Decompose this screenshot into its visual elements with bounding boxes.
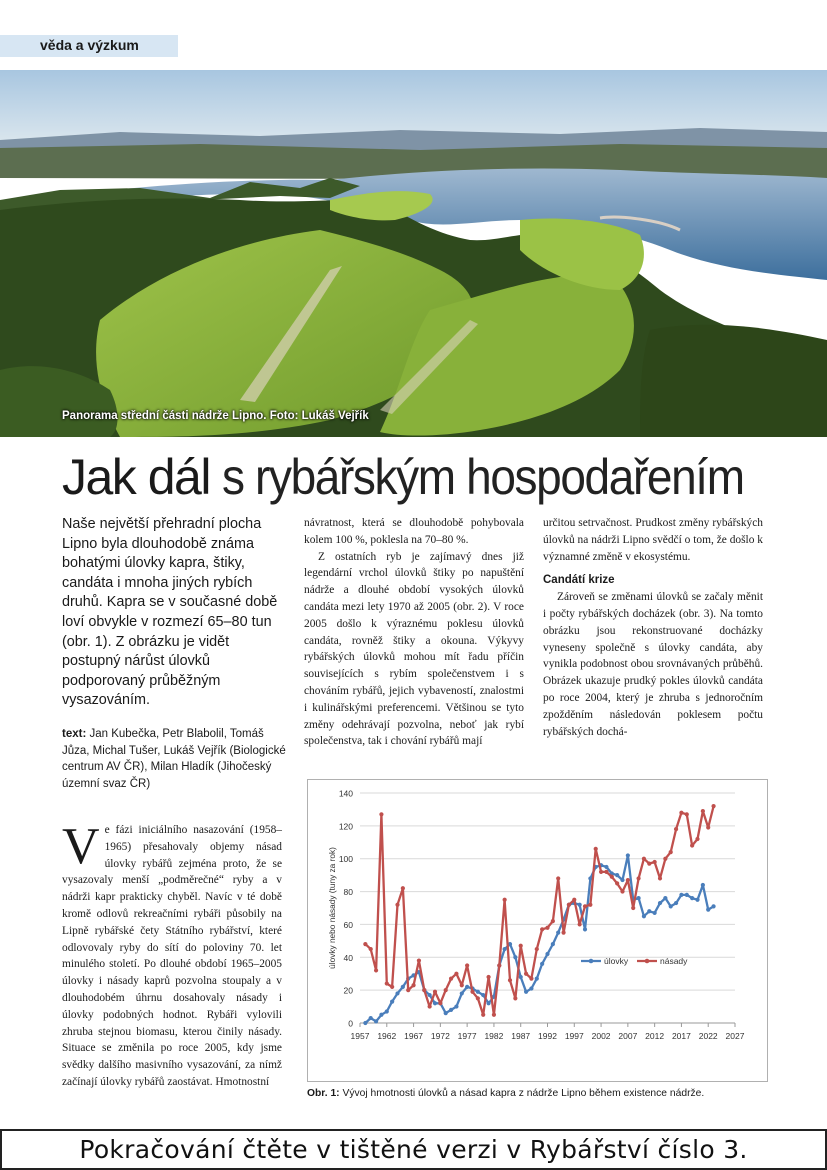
data-point [374,1019,378,1023]
data-point [631,906,635,910]
data-point [620,889,624,893]
data-point [626,853,630,857]
data-point [390,985,394,989]
data-point [438,1001,442,1005]
x-tick-label: 1987 [511,1031,531,1041]
drop-cap: V [62,818,100,875]
data-point [454,1004,458,1008]
x-tick-label: 1967 [404,1031,424,1041]
data-point [604,865,608,869]
article-headline [62,448,789,506]
data-point [529,986,533,990]
data-point [460,991,464,995]
data-point [663,896,667,900]
data-point [626,878,630,882]
y-tick-label: 80 [343,887,353,898]
data-point [578,903,582,907]
data-point [561,931,565,935]
data-point [476,996,480,1000]
data-point [470,990,474,994]
data-point [395,991,399,995]
data-point [711,904,715,908]
subheading: Candátí krize [543,574,615,587]
y-tick-label: 60 [343,919,353,930]
data-point [706,825,710,829]
data-point [385,981,389,985]
data-point [401,886,405,890]
x-tick-label: 1982 [484,1031,504,1041]
col2-paragraph-1: návratnost, která se dlouhodobě pohybovala kolem 100 %, poklesla na 70–80 %. [304,517,524,546]
data-point [454,972,458,976]
data-point [653,911,657,915]
data-point [395,903,399,907]
data-point [433,1001,437,1005]
data-point [363,942,367,946]
legend-label: násady [660,956,688,966]
data-point [556,931,560,935]
data-point [615,881,619,885]
data-point [535,947,539,951]
section-tab [0,35,178,57]
data-point [363,1021,367,1025]
data-point [578,922,582,926]
data-point [636,896,640,900]
x-tick-label: 1957 [350,1031,370,1041]
x-tick-label: 1972 [430,1031,450,1041]
data-point [379,812,383,816]
headline-thin: s rybářským hospodařením [222,449,744,505]
figure-caption [307,1088,777,1099]
data-point [551,942,555,946]
data-point [492,1013,496,1017]
data-point [481,1013,485,1017]
y-axis-label: úlovky nebo násady (tuny za rok) [327,847,337,969]
data-point [476,990,480,994]
credits-label: text: [62,728,87,740]
data-point [444,1011,448,1015]
footer-text: Pokračování čtěte v tištěné verzi v Rybářství číslo 3. [79,1135,748,1164]
body-column-1 [62,818,282,1091]
data-point [385,1009,389,1013]
data-point [583,904,587,908]
data-point [406,988,410,992]
data-point [503,898,507,902]
figure-chart [307,779,768,1082]
data-point [588,903,592,907]
data-point [486,975,490,979]
data-point [374,968,378,972]
data-point [513,955,517,959]
data-point [524,972,528,976]
x-tick-label: 1977 [457,1031,477,1041]
x-tick-label: 2002 [591,1031,611,1041]
y-tick-label: 100 [338,854,353,865]
data-point [465,985,469,989]
data-point [642,914,646,918]
x-tick-label: 2027 [725,1031,745,1041]
data-point [486,1001,490,1005]
x-tick-label: 2007 [618,1031,638,1041]
data-point [428,993,432,997]
x-tick-label: 2012 [645,1031,665,1041]
col3-paragraph-1: určitou setrvačnost. Prudkost změny rybářských úlovků na nádrži Lipno svědčí o tom, že došlo k významné změně v ekosystému. [543,517,763,563]
data-point [422,988,426,992]
x-tick-label: 2017 [671,1031,691,1041]
data-point [556,876,560,880]
y-tick-label: 140 [338,788,353,799]
data-point [701,883,705,887]
data-point [690,896,694,900]
y-tick-label: 0 [348,1018,353,1029]
data-point [444,988,448,992]
landscape-illustration [0,70,827,437]
data-point [669,850,673,854]
data-point [695,837,699,841]
x-tick-label: 1997 [564,1031,584,1041]
data-point [508,978,512,982]
data-point [401,985,405,989]
data-point [465,963,469,967]
section-label: věda a výzkum [40,37,139,53]
y-tick-label: 20 [343,985,353,996]
data-point [610,875,614,879]
data-point [519,975,523,979]
data-point [679,811,683,815]
data-point [658,876,662,880]
data-point [535,977,539,981]
data-point [411,983,415,987]
y-tick-label: 120 [338,821,353,832]
series-line-násady [365,806,713,1015]
footer-banner [0,1129,827,1170]
legend-marker [589,959,594,964]
data-point [674,827,678,831]
line-chart [308,780,767,1081]
y-tick-label: 40 [343,952,353,963]
data-point [706,908,710,912]
author-credits [62,726,290,792]
hero-photo [0,70,827,437]
data-point [449,1008,453,1012]
data-point [647,909,651,913]
data-point [642,857,646,861]
col1-text: e fázi iniciálního nasazování (1958–1965) přesahovaly objemy násad úlovky rybářů zejména proto, že se vysazovaly menší „podměrečné“ ryby a v nádrži kapr prakticky chyběl. Navíc v té době kromě odlovů rekreačními rybáři působily na Lipně rybářské čety Státního rybářství, které odlovovaly ryby do sítí do poloviny 70. let minulého století. Po dlouhé období 1965–2005 úlovky i násady kaprů pozvolna stoupaly a v dlouhodobém úhrnu dosahovaly násady i úlovky podobných hodnot. Rybáři vylovili zhruba stejnou biomasu, kterou činily násady. Situace se změnila po roce 2005, kdy jsme svědky dalšího masivního vysazování, za nímž začínají úlovky rybářů zaostávat. Hmotnostní [62,824,282,1088]
data-point [497,963,501,967]
data-point [513,996,517,1000]
data-point [594,847,598,851]
data-point [369,1016,373,1020]
data-point [449,977,453,981]
legend-marker [645,959,650,964]
col2-paragraph-2: Z ostatních ryb je zajímavý dnes již legendární vrchol úlovků štiky po napuštění nádrže a dlouhé období vysokých úlovků candáta mezi lety 1970 až 2005 (obr. 2). V roce 2005 došlo k výraznému poklesu úlovků candáta, rovněž štiky a okouna. Výkyvy rybářských úlovků mohou mít řadu příčin souvisejících s rybím společenstvem i s chováním rybářů, jejich vybaveností, znalostmi i kulinářskými preferencemi. Většinou se tyto změny odehrávají pozvolna, neboť jak rybí společenstva, tak i chování rybářů mají [304,550,524,748]
data-point [669,904,673,908]
body-column-2 [304,515,524,750]
data-point [529,977,533,981]
data-point [711,804,715,808]
figure-caption-text: Vývoj hmotnosti úlovků a násad kapra z nádrže Lipno během existence nádrže. [339,1088,705,1099]
legend-label: úlovky [604,956,629,966]
data-point [503,947,507,951]
data-point [390,1000,394,1004]
credits-text: Jan Kubečka, Petr Blabolil, Tomáš Jůza, Michal Tušer, Lukáš Vejřík (Biologické centrum AV ČR), Milan Hladík (Jihočeský územní svaz ČR) [62,728,286,790]
data-point [572,898,576,902]
data-point [701,809,705,813]
data-point [685,812,689,816]
data-point [540,962,544,966]
data-point [540,927,544,931]
x-tick-label: 1962 [377,1031,397,1041]
data-point [545,926,549,930]
data-point [653,860,657,864]
data-point [519,944,523,948]
data-point [636,876,640,880]
data-point [417,958,421,962]
body-column-3 [543,515,763,740]
data-point [658,901,662,905]
data-point [685,893,689,897]
col3-paragraph-2: Zároveň se změnami úlovků se začaly měnit i počty rybářských docházek (obr. 3). Na tomto obrázku jsou rekonstruované docházky vyneseny společně s úlovky candáta, aby vynikla podobnost obou srovnávaných průběhů. Obrázek ukazuje prudký pokles úlovků candáta po roce 2004, který je zhruba s jednoročním zpožděním následován poklesem počtu rybářských dochá- [543,591,763,738]
x-tick-label: 2022 [698,1031,718,1041]
data-point [583,927,587,931]
data-point [690,843,694,847]
data-point [369,947,373,951]
figure-label: Obr. 1: [307,1088,340,1099]
data-point [379,1013,383,1017]
data-point [545,952,549,956]
data-point [647,862,651,866]
data-point [551,919,555,923]
data-point [674,901,678,905]
lead-paragraph: Naše největší přehradní plocha Lipno byla dlouhodobě známa bohatými úlovky kapra, štiky, candáta i mnoha jiných rybích druhů. Kapra se v současné době loví obvykle v rozmezí 65–80 tun (obr. 1). Z obrázku je vidět postupný nárůst úlovků podporovaný průběžným vysazováním. [62,516,278,709]
data-point [615,873,619,877]
data-point [620,878,624,882]
x-tick-label: 1992 [538,1031,557,1041]
data-point [567,903,571,907]
data-point [599,870,603,874]
data-point [433,990,437,994]
data-point [663,857,667,861]
photo-caption: Panorama střední části nádrže Lipno. Foto: Lukáš Vejřík [62,410,369,422]
data-point [604,870,608,874]
data-point [524,990,528,994]
data-point [695,898,699,902]
headline-bold: Jak dál [62,449,210,505]
data-point [460,983,464,987]
data-point [679,893,683,897]
data-point [428,1004,432,1008]
